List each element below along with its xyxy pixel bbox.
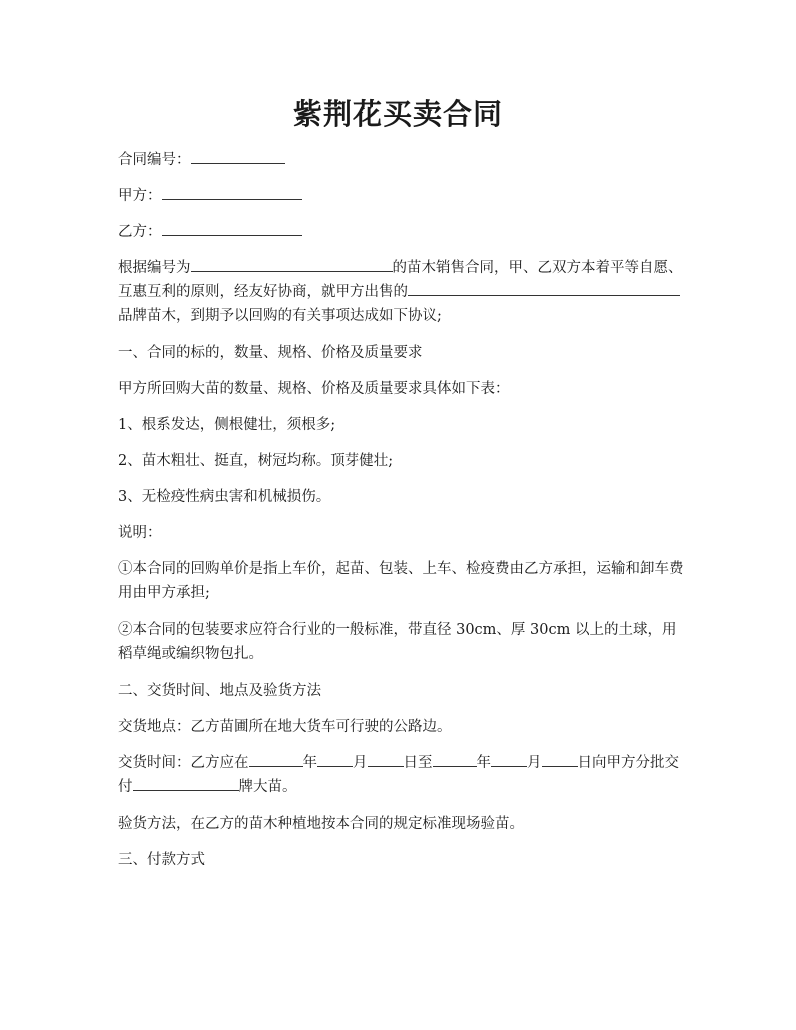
end-day-blank: [542, 752, 578, 767]
start-month-blank: [317, 752, 353, 767]
day-to-label: 日至: [403, 755, 433, 771]
section1-heading: 一、合同的标的，数量、规格、价格及质量要求: [118, 345, 423, 361]
intro-part1: 根据编号为: [118, 260, 191, 276]
party-a-label: 甲方：: [118, 188, 162, 204]
month-label: 月: [353, 755, 368, 771]
intro-part3: 品牌苗木，到期予以回购的有关事项达成如下协议;: [118, 308, 442, 324]
start-day-blank: [368, 752, 404, 767]
contract-ref-blank: [191, 257, 393, 272]
notes-label: 说明：: [118, 525, 162, 541]
delivery-time-paragraph: [118, 751, 684, 799]
year-label: 年: [302, 755, 317, 771]
requirement-item: 3、无检疫性病虫害和机械损伤。: [118, 489, 331, 505]
delivery-place: 交货地点：乙方苗圃所在地大货车可行驶的公路边。: [118, 719, 452, 735]
year-label: 年: [476, 755, 491, 771]
party-a-line: [118, 184, 684, 208]
month-label: 月: [527, 755, 542, 771]
section1-intro: 甲方所回购大苗的数量、规格、价格及质量要求具体如下表：: [118, 381, 510, 397]
end-year-blank: [433, 752, 477, 767]
brand-blank: [408, 281, 680, 296]
section2-heading: 二、交货时间、地点及验货方法: [118, 683, 321, 699]
requirement-item: 1、根系发达，侧根健壮，须根多;: [118, 417, 336, 433]
note-item: ②本合同的包装要求应符合行业的一般标准，带直径 30cm、厚 30cm 以上的土球，用稻草绳或编织物包扎。: [118, 622, 677, 662]
brand-seedling-blank: [133, 776, 239, 791]
contract-number-blank: [191, 149, 285, 164]
party-b-line: [118, 220, 684, 244]
party-b-blank: [162, 221, 302, 236]
end-month-blank: [491, 752, 527, 767]
contract-number-line: [118, 148, 684, 172]
inspection-method: 验货方法，在乙方的苗木种植地按本合同的规定标准现场验苗。: [118, 816, 524, 832]
document-title: 紫荆花买卖合同: [292, 97, 503, 131]
delivery-time-text: 交货时间：乙方应在: [118, 755, 249, 771]
requirement-item: 2、苗木粗壮、挺直，树冠均称。顶芽健壮;: [118, 453, 394, 469]
party-a-blank: [162, 185, 302, 200]
section3-heading: 三、付款方式: [118, 852, 205, 868]
intro-part2: 的苗木销售合同，甲、乙双方本着平等自愿、互惠互利的原则，经友好协商，就甲方出售的: [118, 260, 683, 300]
delivery-text: 日向甲方分批交付: [118, 755, 679, 795]
start-year-blank: [249, 752, 303, 767]
contract-number-label: 合同编号：: [118, 152, 191, 168]
intro-paragraph: [118, 256, 684, 328]
note-item: ①本合同的回购单价是指上车价，起苗、包装、上车、检疫费由乙方承担，运输和卸车费用由甲方承担;: [118, 561, 684, 601]
seedling-label: 牌大苗。: [238, 779, 297, 795]
party-b-label: 乙方：: [118, 224, 162, 240]
document-body: [118, 148, 684, 884]
